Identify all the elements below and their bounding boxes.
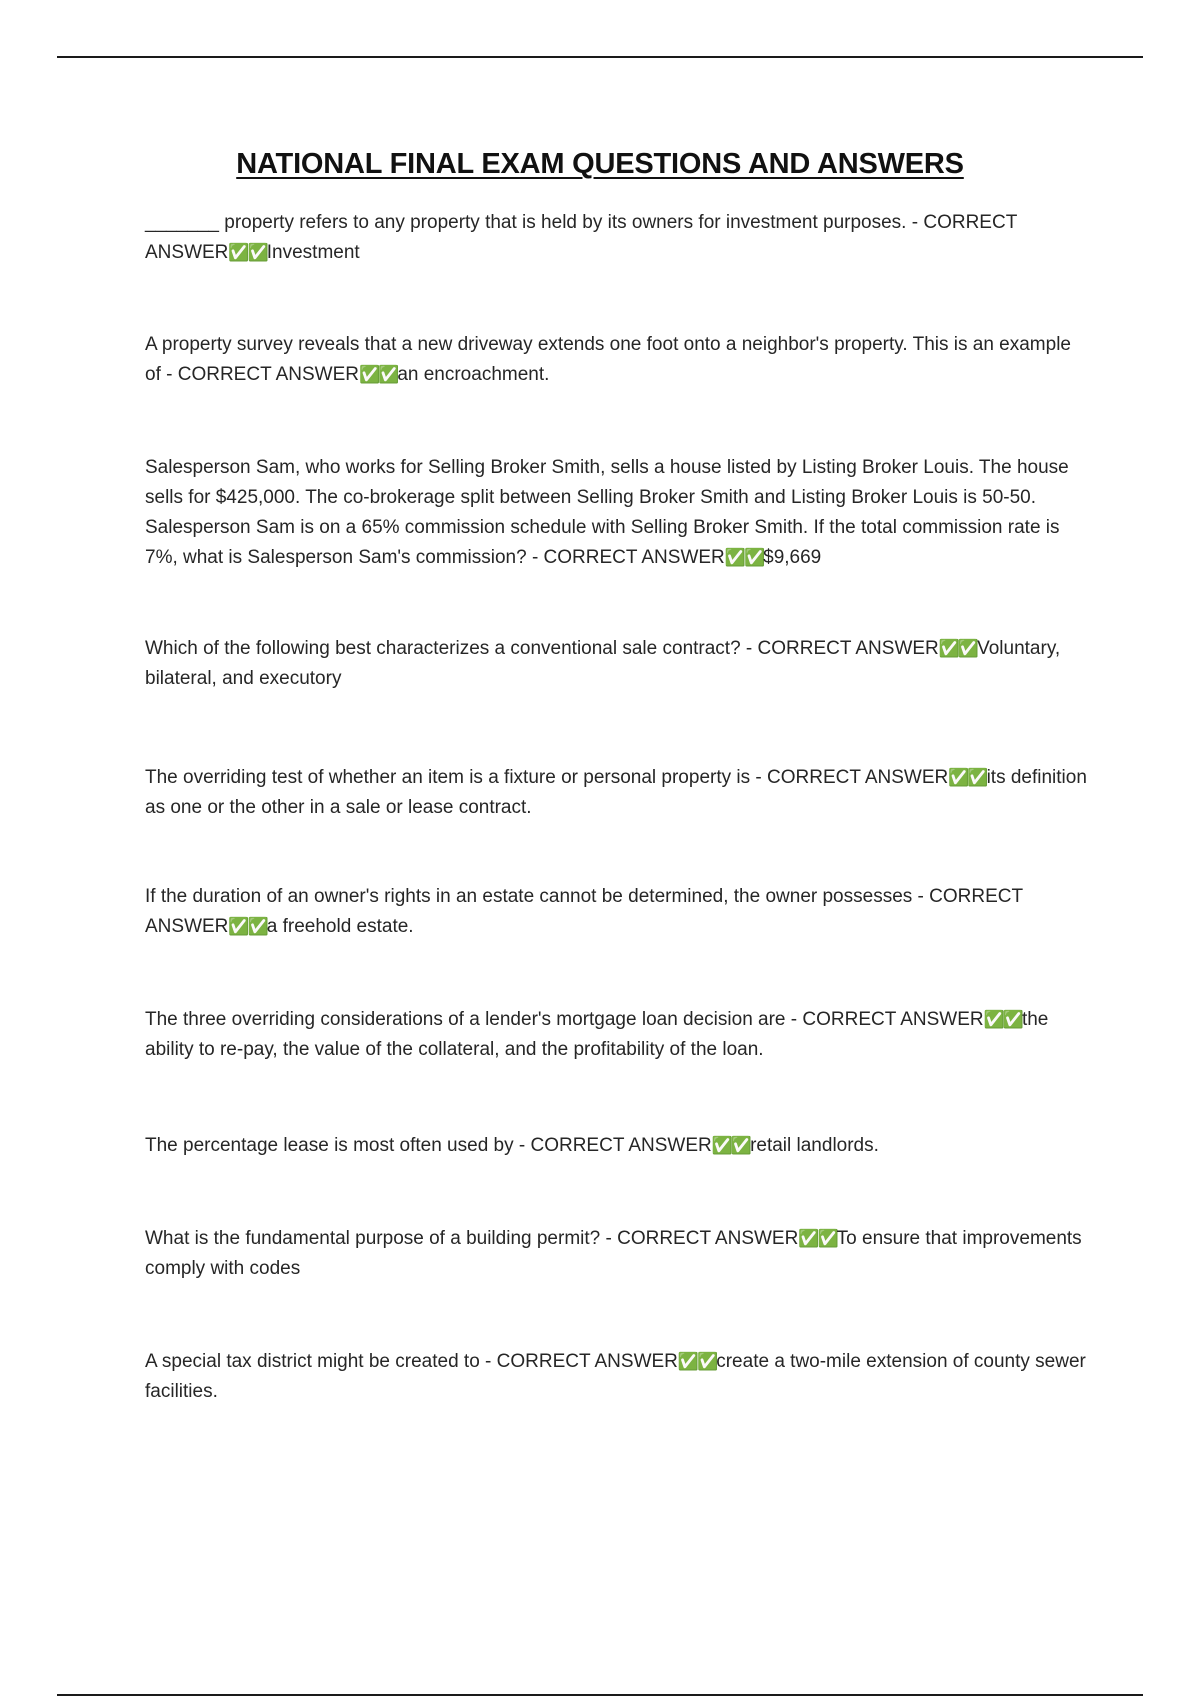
question-text: The overriding test of whether an item is a fixture or personal property is — [145, 767, 751, 788]
answer-text: a freehold estate. — [266, 916, 414, 937]
answer-label: - CORRECT ANSWER — [600, 1228, 799, 1249]
qa-item-6 — [145, 882, 1090, 942]
answer-label: - CORRECT ANSWER — [145, 212, 1017, 263]
check-marks-icon: ✅✅ — [228, 917, 267, 937]
answer-text: retail landlords. — [750, 1135, 879, 1156]
question-text: What is the fundamental purpose of a building permit? — [145, 1228, 601, 1249]
answer-label: - CORRECT ANSWER — [526, 547, 725, 568]
answer-text: Investment — [266, 242, 360, 263]
question-text: A property survey reveals that a new driveway extends one foot onto a neighbor's property. This is an example of — [145, 334, 1071, 385]
check-marks-icon: ✅✅ — [228, 243, 267, 263]
check-marks-icon: ✅✅ — [711, 1136, 751, 1156]
qa-item-1 — [145, 208, 1090, 268]
qa-item-8 — [145, 1131, 1090, 1161]
qa-item-3 — [145, 453, 1090, 573]
question-text: Which of the following best characterizes a conventional sale contract? — [145, 638, 741, 659]
answer-text: $9,669 — [763, 547, 822, 568]
check-marks-icon: ✅✅ — [938, 639, 978, 659]
answer-label: - CORRECT ANSWER — [160, 364, 359, 385]
question-text: The three overriding considerations of a lender's mortgage loan decision are — [145, 1009, 786, 1030]
question-text: If the duration of an owner's rights in an estate cannot be determined, the owner possesses — [145, 886, 913, 907]
answer-label: - CORRECT ANSWER — [145, 886, 1023, 937]
answer-label: - CORRECT ANSWER — [513, 1135, 712, 1156]
top-rule — [57, 56, 1143, 58]
check-marks-icon: ✅✅ — [677, 1352, 717, 1372]
check-marks-icon: ✅✅ — [798, 1229, 837, 1249]
document-title: NATIONAL FINAL EXAM QUESTIONS AND ANSWERS — [236, 148, 964, 180]
qa-item-10 — [145, 1347, 1090, 1407]
check-marks-icon: ✅✅ — [358, 365, 398, 385]
qa-item-2 — [145, 330, 1090, 390]
qa-item-4 — [145, 634, 1090, 694]
check-marks-icon: ✅✅ — [724, 548, 764, 568]
question-text: The percentage lease is most often used by — [145, 1135, 514, 1156]
qa-item-5 — [145, 763, 1090, 823]
answer-text: an encroachment. — [397, 364, 550, 385]
answer-label: - CORRECT ANSWER — [750, 767, 949, 788]
question-text: _______ property refers to any property that is held by its owners for investment purposes. — [145, 212, 907, 233]
question-text: A special tax district might be created to — [145, 1351, 480, 1372]
answer-text: To ensure that improvements comply with codes — [145, 1228, 1082, 1279]
qa-item-7 — [145, 1005, 1090, 1065]
answer-label: - CORRECT ANSWER — [740, 638, 939, 659]
answer-text: the ability to re-pay, the value of the collateral, and the profitability of the loan. — [145, 1009, 1049, 1060]
bottom-rule — [57, 1694, 1143, 1696]
qa-item-9 — [145, 1224, 1090, 1284]
answer-label: - CORRECT ANSWER — [785, 1009, 984, 1030]
answer-text: Voluntary, bilateral, and executory — [145, 638, 1061, 689]
check-marks-icon: ✅✅ — [948, 768, 987, 788]
answer-label: - CORRECT ANSWER — [479, 1351, 678, 1372]
answer-text: create a two-mile extension of county sewer facilities. — [145, 1351, 1086, 1402]
check-marks-icon: ✅✅ — [983, 1010, 1022, 1030]
answer-text: its definition as one or the other in a sale or lease contract. — [145, 767, 1087, 818]
question-text: Salesperson Sam, who works for Selling Broker Smith, sells a house listed by Listing Broker Louis. The house sells for $425,000. The co-brokerage split between Selling Broker Smith and Listing Broker Louis is 50-50. Salesperson Sam is on a 65% commission schedule with Selling Broker Smith. If the total commission rate is 7%, what is Salesperson Sam's commission? — [145, 457, 1069, 568]
